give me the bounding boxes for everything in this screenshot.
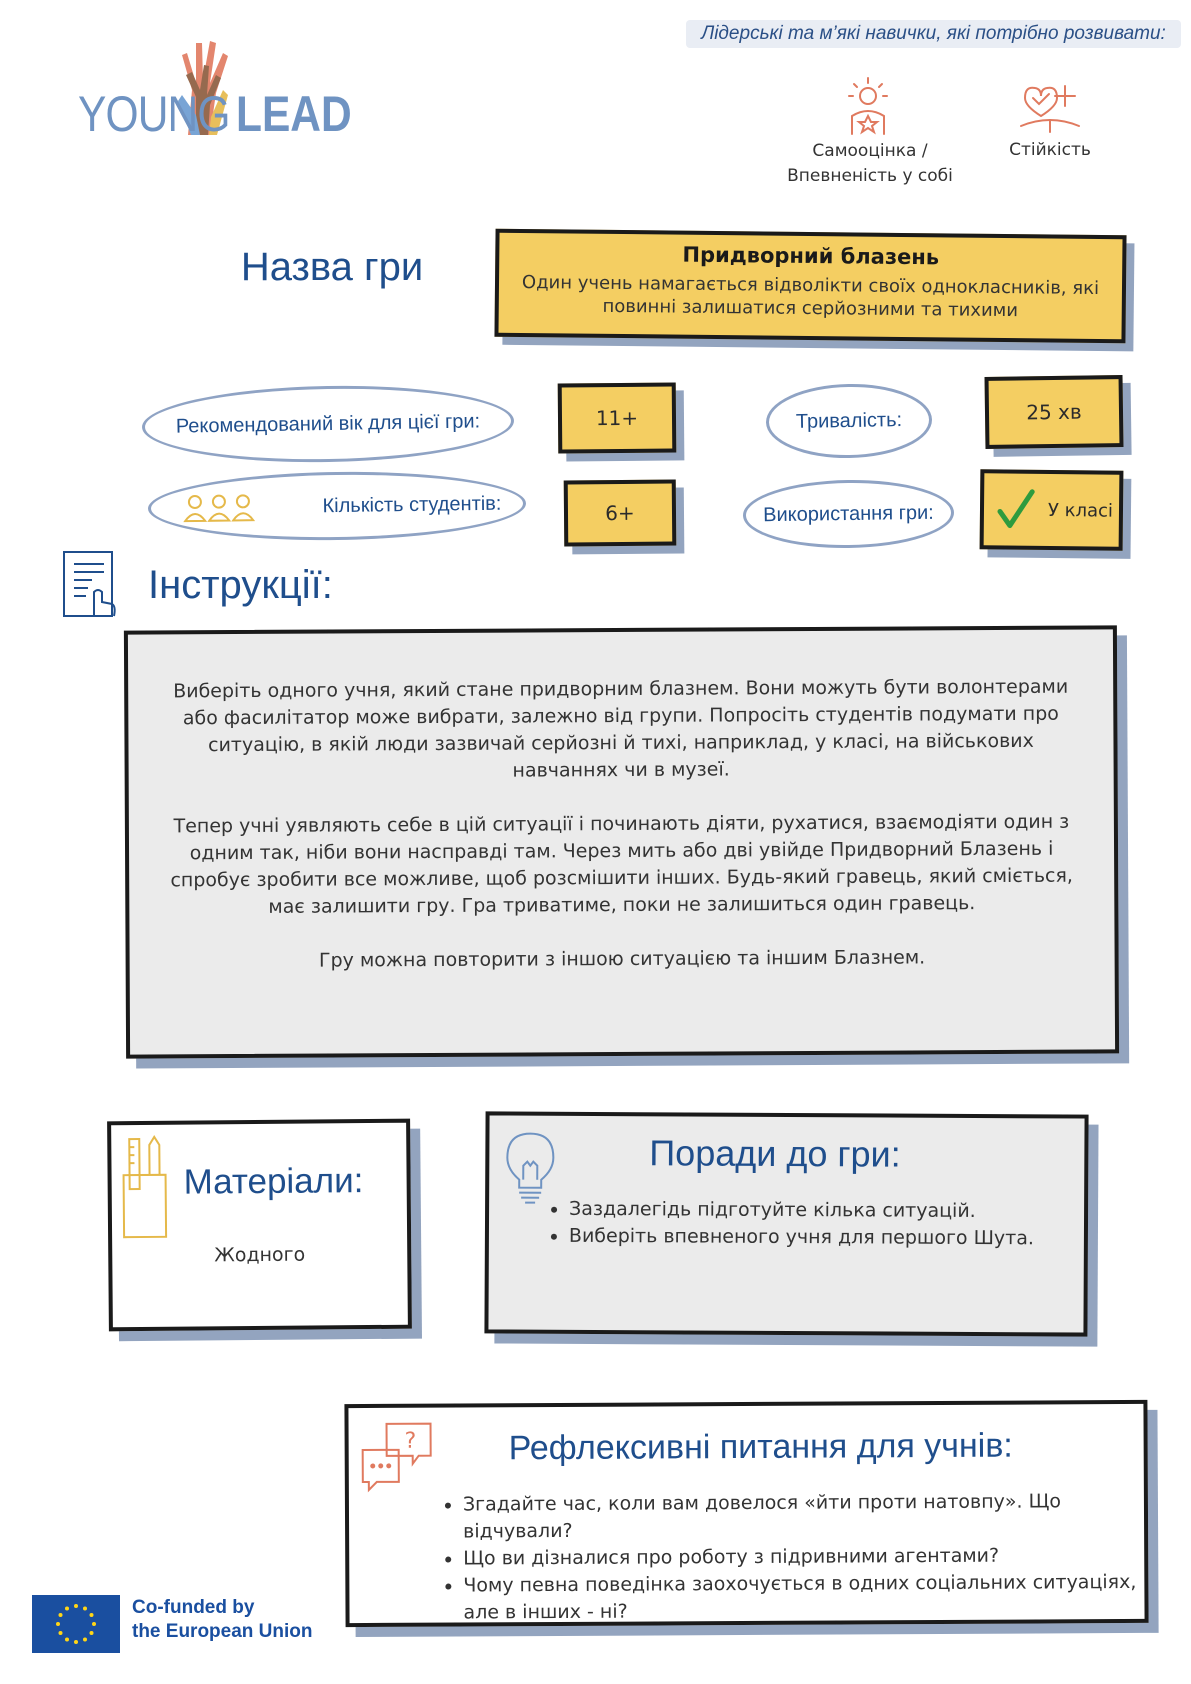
materials-box: [107, 1119, 412, 1332]
funding-line2: the European Union: [132, 1621, 313, 1642]
duration-value: 25 хв: [1026, 399, 1082, 425]
reflection-list: [433, 1488, 1144, 1627]
checkmark-icon: [996, 487, 1036, 531]
instructions-body: [128, 629, 1115, 975]
duration-value-box: [985, 375, 1124, 449]
students-value-box: [564, 480, 677, 547]
skill-self-esteem: [770, 76, 970, 196]
reflection-title: Рефлексивні питання для учнів:: [508, 1426, 1013, 1468]
tips-box: [484, 1111, 1088, 1336]
instructions-box: [124, 625, 1119, 1058]
game-name-label: Назва гри: [240, 245, 424, 289]
instructions-document-icon: [62, 550, 118, 620]
students-value: 6+: [605, 500, 635, 526]
speech-bubbles-question-icon: [359, 1420, 435, 1496]
age-label: Рекомендований вік для цієї гри:: [175, 409, 481, 438]
duration-label: Тривалість:: [795, 408, 903, 433]
materials-title: Матеріали:: [183, 1161, 364, 1202]
logo-lead-text: LEAD: [236, 86, 352, 142]
age-value: 11+: [595, 405, 639, 431]
skills-title: Лідерські та м’які навички, які потрібно розвивати:: [686, 20, 1181, 48]
ruler-pencil-cup-icon: [119, 1135, 170, 1241]
reflection-box: [344, 1400, 1148, 1627]
tips-title: Поради до гри:: [649, 1132, 901, 1175]
usage-pill: [743, 479, 955, 550]
tips-item: • Виберіть впевненого учня для першого Шута.: [569, 1223, 1049, 1253]
eu-flag-icon: [32, 1595, 120, 1653]
game-title: Придворний блазень: [682, 242, 940, 270]
reflection-item: • Згадайте час, коли вам довелося «йти проти натовпу». Що відчували?: [463, 1488, 1143, 1546]
tips-item: • Заздалегідь підготуйте кілька ситуацій.: [569, 1196, 1049, 1226]
skill-self-esteem-label: Самооцінка / Впевненість у собі: [787, 141, 953, 186]
young-lead-logo: [78, 35, 352, 145]
students-pill: [148, 469, 527, 542]
funding-line1: Co-funded by: [132, 1597, 255, 1618]
game-description: Один учень намагається відволікти своїх однокласників, які повинні залишатися серйозними та тихими: [521, 271, 1100, 322]
reflection-item: • Що ви дізналися про роботу з підривними агентами?: [463, 1542, 1143, 1573]
skill-resilience-label: Стійкість: [1009, 140, 1091, 160]
duration-pill: [765, 383, 932, 460]
game-title-box: [494, 229, 1126, 344]
students-group-icon: [183, 492, 255, 523]
age-value-box: [558, 382, 677, 453]
logo-young-text: YOUNG: [78, 86, 230, 142]
usage-value-box: [980, 469, 1124, 550]
lightbulb-icon: [503, 1130, 557, 1206]
reflection-item: • Чому певна поведінка заохочується в одних соціальних ситуаціях, але в інших - ні?: [463, 1569, 1143, 1627]
skill-resilience: [995, 76, 1105, 166]
usage-value: У класі: [1047, 499, 1114, 522]
tips-list: [539, 1196, 1049, 1253]
usage-label: Використання гри:: [763, 501, 934, 526]
resilience-icon: [1015, 76, 1085, 136]
students-label: Кількість студентів:: [322, 492, 502, 517]
instructions-title: Інструкції:: [148, 563, 333, 607]
materials-value: Жодного: [214, 1243, 306, 1267]
age-pill: [141, 383, 514, 465]
self-esteem-icon: [838, 76, 898, 140]
instructions-paragraph: Гру можна повторити з іншою ситуацією та іншим Блазнем.: [318, 946, 926, 972]
eu-funding: [32, 1595, 352, 1675]
instructions-paragraph: Тепер учні уявляють себе в цій ситуації і починають діяти, рухатися, взаємодіяти один з одним так, ніби вони насправді там. Через мить або дві увійде Придворний Блазень і спробує зробити все можливе, щоб розсмішити інших. Будь-який гравець, який сміється, має залишити гру. Гра триватиме, поки не залишиться один гравець.: [170, 810, 1073, 918]
svg-text:?: ?: [404, 1428, 417, 1454]
instructions-paragraph: Виберіть одного учня, який стане придворним блазнем. Вони можуть бути волонтерами або фасилітатор може вибрати, залежно від групи. Попросіть студентів подумати про ситуацію, в якій люди зазвичай серйозні й тихі, наприклад, у класі, на військових навчаннях чи в музеї.: [173, 675, 1069, 782]
